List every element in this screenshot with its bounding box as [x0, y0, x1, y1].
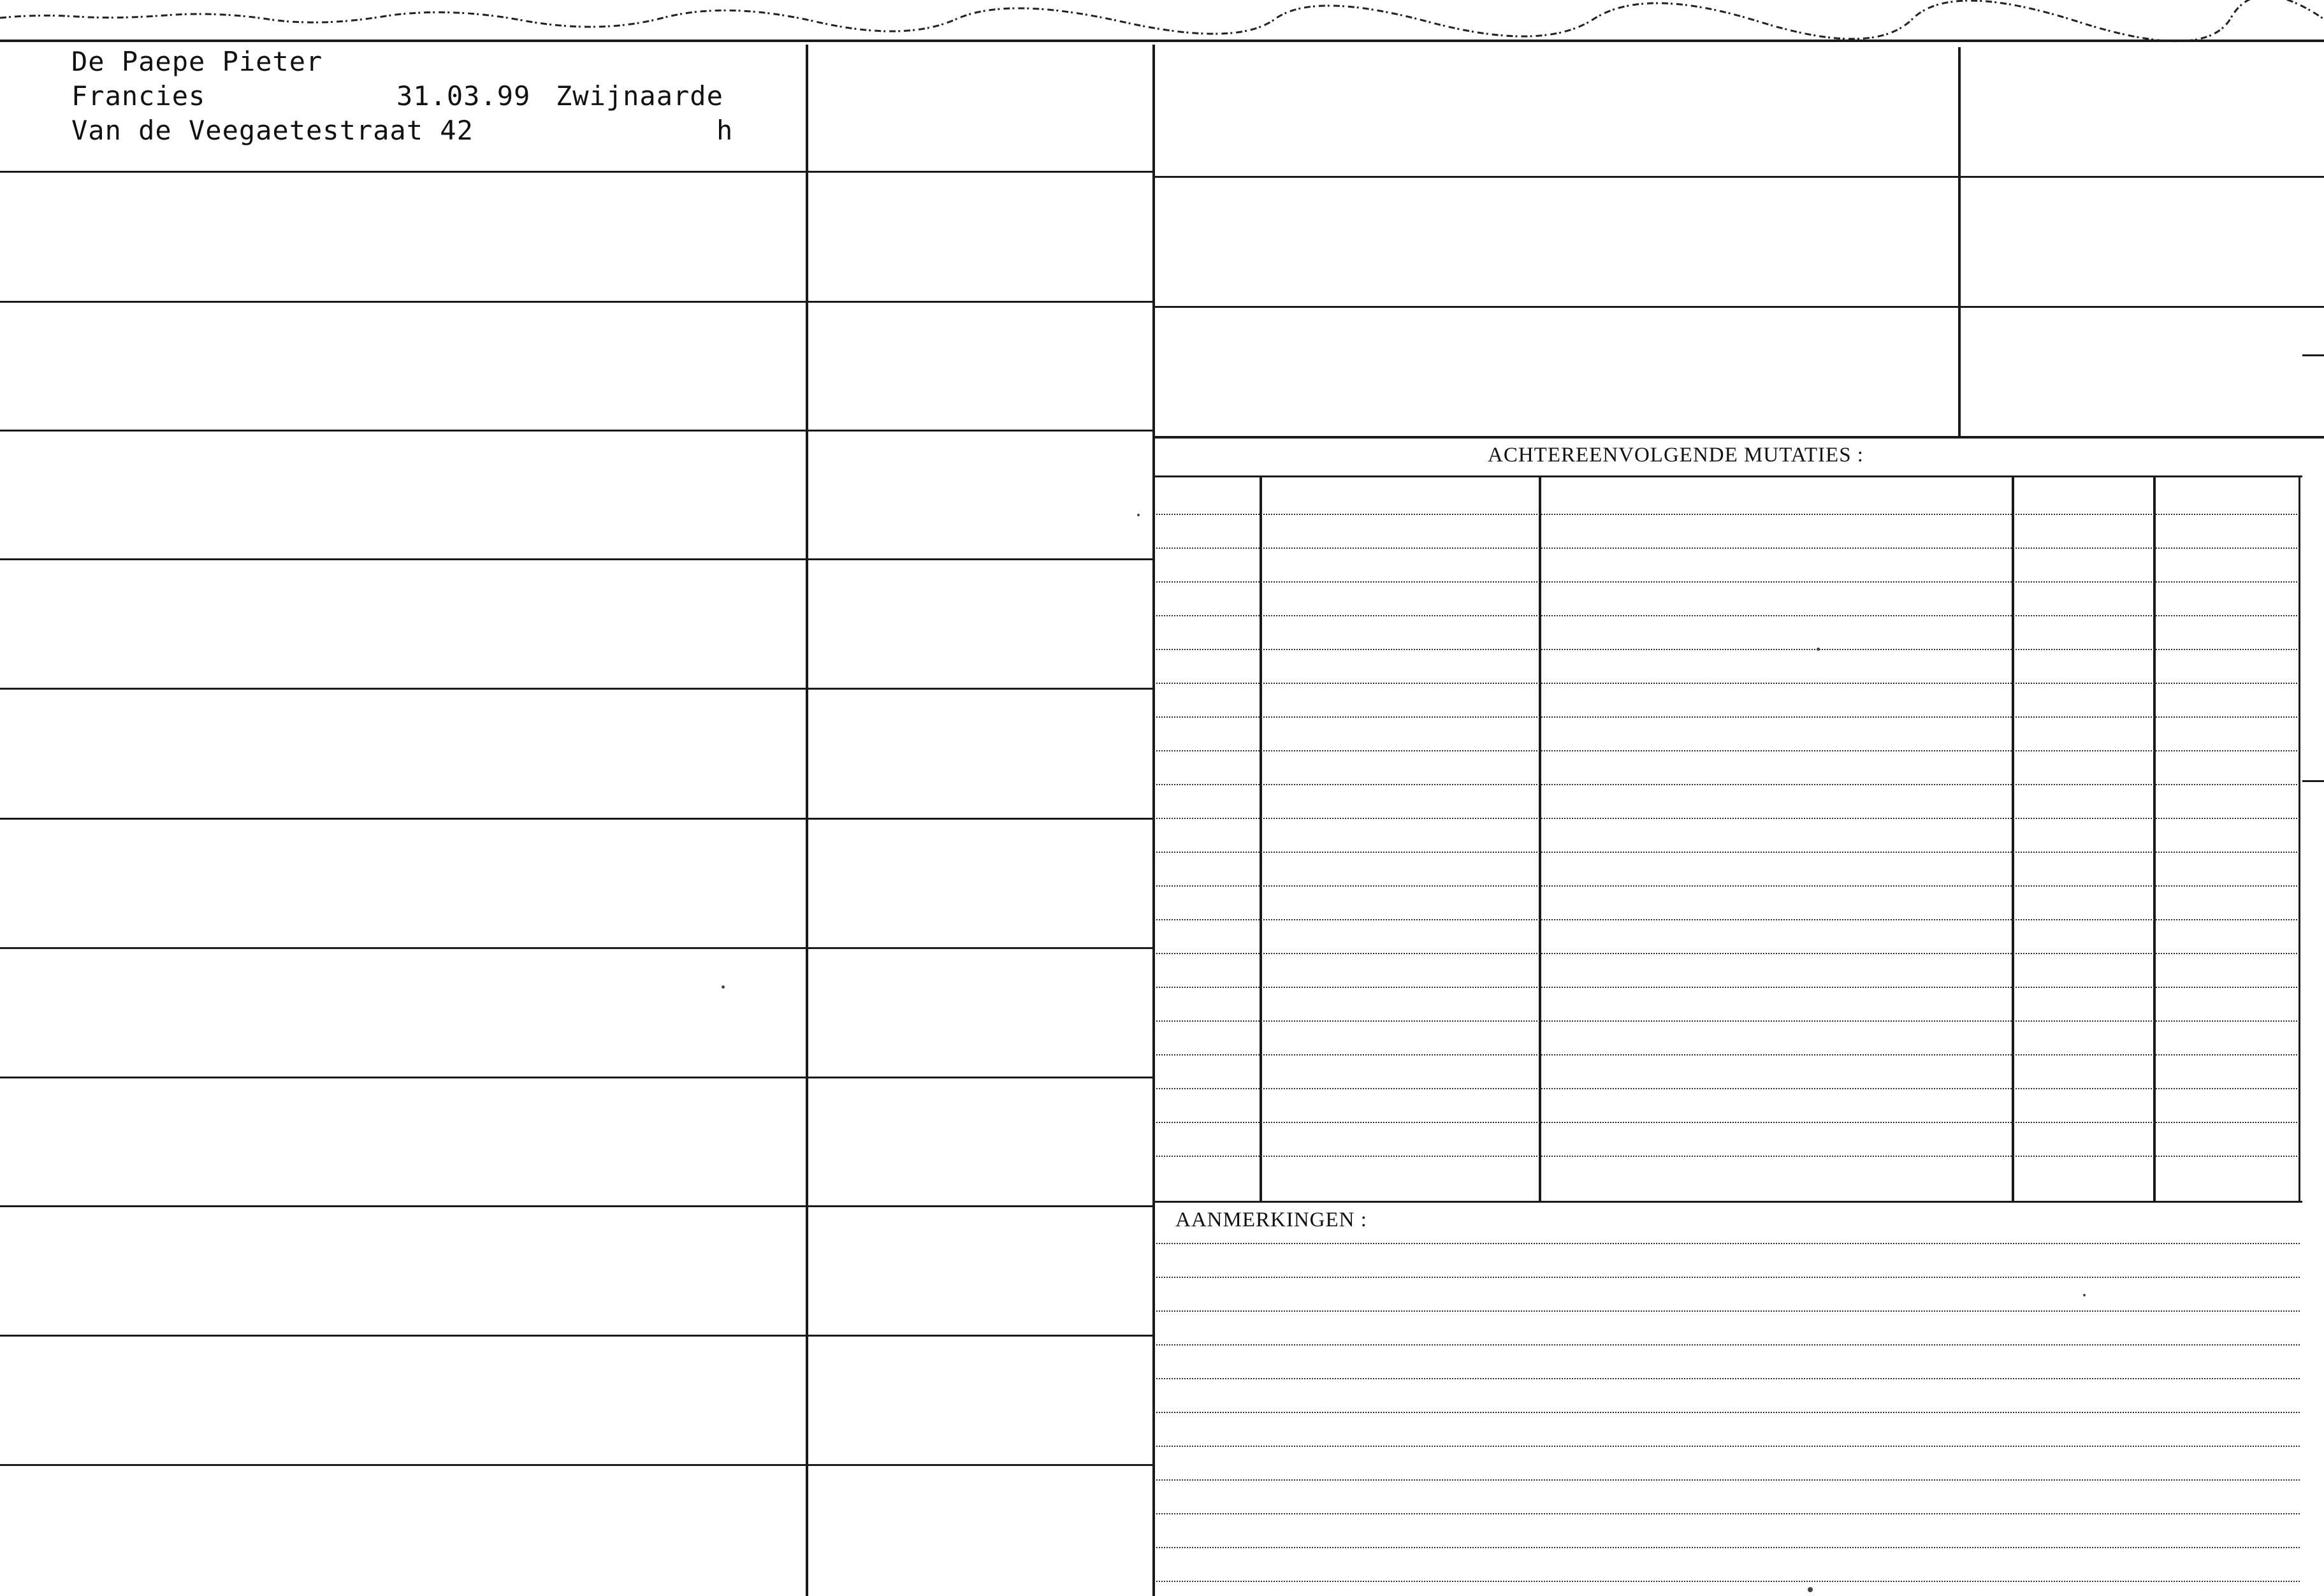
left-row-line-1 [0, 171, 1154, 173]
right-upper-line-1 [1154, 176, 2324, 178]
mutations-row-line [1156, 784, 2300, 785]
scan-speck [1817, 648, 1820, 651]
left-row-line-6 [0, 818, 1154, 820]
margin-tick-1 [2302, 354, 2324, 356]
left-row-line-3 [0, 430, 1154, 432]
scan-speck [2083, 1294, 2086, 1296]
scan-speck [722, 985, 725, 989]
mutations-row-line [1156, 615, 2300, 616]
record-birth-date: 31.03.99 [396, 80, 531, 112]
mutations-row-line [1156, 716, 2300, 718]
left-row-line-4 [0, 558, 1154, 560]
record-given-name: Francies [71, 80, 206, 112]
remarks-row-line [1156, 1310, 2300, 1312]
remarks-row-line [1156, 1581, 2300, 1582]
record-status-letter: h [716, 115, 734, 146]
mutations-row-line [1156, 649, 2300, 650]
mutations-row-line [1156, 683, 2300, 684]
mutations-table-bottom [1155, 1201, 2302, 1203]
scan-speck [1808, 1587, 1813, 1592]
left-row-line-9 [0, 1205, 1154, 1207]
mutations-row-line [1156, 514, 2300, 515]
right-upper-line-2 [1154, 306, 2324, 308]
divider-right-upper [1958, 47, 1961, 436]
margin-tick-2 [2302, 780, 2324, 782]
remarks-row-line [1156, 1378, 2300, 1379]
left-row-line-5 [0, 688, 1154, 690]
left-row-line-11 [0, 1464, 1154, 1466]
divider-left-column [806, 45, 808, 1596]
left-row-line-7 [0, 947, 1154, 949]
divider-center [1152, 45, 1155, 1596]
mutations-row-line [1156, 1054, 2300, 1056]
left-row-line-2 [0, 301, 1154, 303]
remarks-row-line [1156, 1513, 2300, 1514]
mutations-row-line [1156, 1020, 2300, 1022]
remarks-row-line [1156, 1412, 2300, 1413]
remarks-row-line [1156, 1344, 2300, 1346]
mutations-col-line-3 [2012, 477, 2014, 1201]
mutations-col-line-4 [2153, 477, 2156, 1201]
mutations-col-line-1 [1260, 477, 1262, 1201]
remarks-row-line [1156, 1479, 2300, 1481]
mutations-heading: ACHTEREENVOLGENDE MUTATIES : [1488, 444, 1864, 467]
mutations-row-line [1156, 818, 2300, 819]
scan-speck [1137, 514, 1140, 516]
mutations-row-line [1156, 919, 2300, 920]
mutations-row-line [1156, 1156, 2300, 1157]
record-address: Van de Veegaetestraat 42 [71, 115, 474, 146]
mutations-table-top [1155, 475, 2302, 477]
remarks-row-line [1156, 1547, 2300, 1548]
right-upper-line-3 [1154, 436, 2324, 439]
mutations-row-line [1156, 581, 2300, 583]
mutations-row-line [1156, 953, 2300, 954]
mutations-row-line [1156, 987, 2300, 988]
record-name-line: De Paepe Pieter [71, 46, 323, 77]
mutations-col-line-2 [1539, 477, 1541, 1201]
record-birth-place: Zwijnaarde [556, 80, 723, 112]
remarks-row-line [1156, 1277, 2300, 1278]
mutations-row-line [1156, 548, 2300, 549]
top-edge-scan-artifact [0, 0, 2324, 47]
mutations-row-line [1156, 852, 2300, 853]
left-row-line-8 [0, 1077, 1154, 1078]
remarks-row-line [1156, 1446, 2300, 1447]
mutations-row-line [1156, 885, 2300, 887]
mutations-row-line [1156, 750, 2300, 751]
mutations-col-line-5 [2299, 477, 2300, 1201]
mutations-row-line [1156, 1122, 2300, 1123]
remarks-heading: AANMERKINGEN : [1175, 1208, 1367, 1231]
left-row-line-10 [0, 1335, 1154, 1337]
remarks-row-line [1156, 1243, 2300, 1244]
mutations-row-line [1156, 1088, 2300, 1089]
